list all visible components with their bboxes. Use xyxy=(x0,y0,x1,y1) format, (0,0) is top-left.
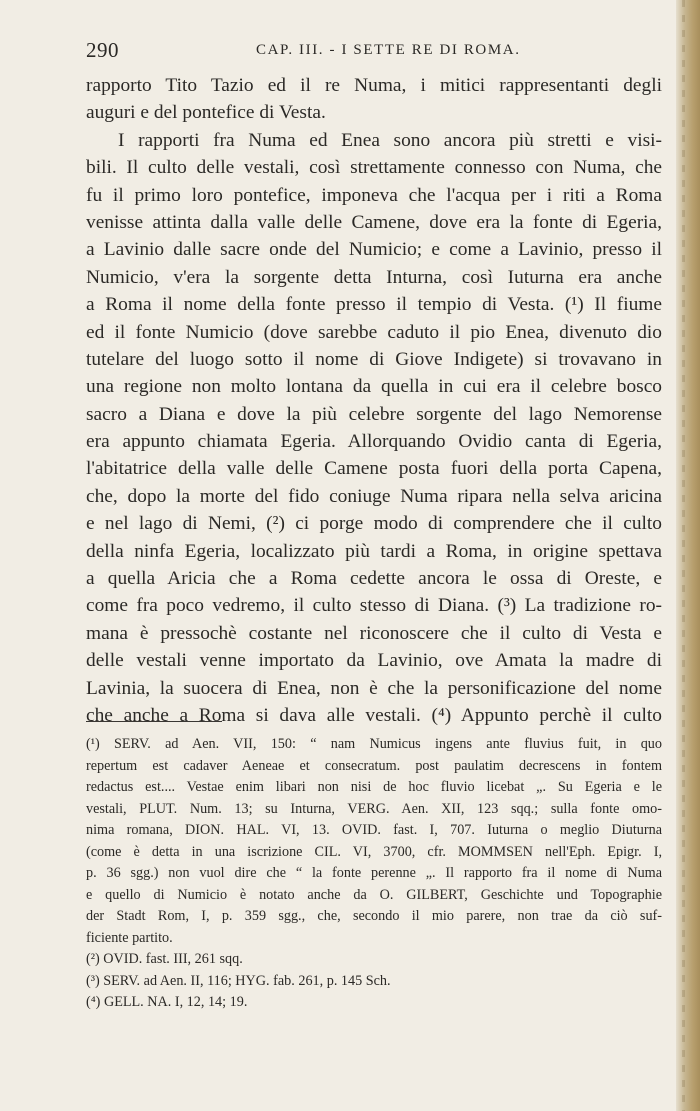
body-line: sacro a Diana e dove la più celebre sorgente del lago Nemorense xyxy=(86,403,662,425)
body-line: che anche a Roma si dava alle vestali. (⁴) Appunto perchè il culto xyxy=(86,704,662,726)
main-text xyxy=(86,72,662,729)
body-line: una regione non molto lontana da quella in cui era il celebre bosco xyxy=(86,376,662,398)
body-line: l'abitatrice della valle delle Camene posta fuori della porta Capena, xyxy=(86,458,662,480)
footnote-line: nima romana, DION. HAL. VI, 13. OVID. fast. I, 707. Iuturna o meglio Diuturna xyxy=(86,822,662,838)
footnote-line: ficiente partito. xyxy=(86,929,173,946)
body-line: I rapporti fra Numa ed Enea sono ancora più stretti e visi- xyxy=(118,129,662,151)
body-line: come fra poco vedremo, il culto stesso di Diana. (³) La tradizione ro- xyxy=(86,595,662,617)
footnote-line: (¹) SERV. ad Aen. VII, 150: “ nam Numicus ingens ante fluvius fuit, in quo xyxy=(86,736,662,752)
footnote-line: (⁴) GELL. NA. I, 12, 14; 19. xyxy=(86,994,248,1010)
body-line: tutelare del luogo sotto il nome di Giove Indigete) si trovavano in xyxy=(86,348,662,370)
body-line: a quella Aricia che a Roma cedette ancora le ossa di Oreste, e xyxy=(86,568,662,590)
footnote-line: e quello di Numicio è notato anche da O. GILBERT, Geschichte und Topographie xyxy=(86,886,662,903)
body-line: Numicio, v'era la sorgente detta Inturna, così Iuturna era anche xyxy=(86,266,662,288)
footnote-line: redactus est.... Vestae enim libari non nisi de hoc fluvio licebat „. Su Egeria e le xyxy=(86,779,662,795)
footnote-line: p. 36 sgg.) non vuol dire che “ la fonte perenne „. Il rapporto fra il nome di Numa xyxy=(86,865,662,881)
body-line: era appunto chiamata Egeria. Allorquando Ovidio canta di Egeria, xyxy=(86,431,662,453)
body-line: e nel lago di Nemi, (²) ci porge modo di comprendere che il culto xyxy=(86,513,662,535)
footnote-line: (³) SERV. ad Aen. II, 116; HYG. fab. 261, p. 145 Sch. xyxy=(86,972,391,989)
footnote-line: (²) OVID. fast. III, 261 sqq. xyxy=(86,951,243,967)
body-line: mana è pressochè costante nel riconoscere che il culto di Vesta e xyxy=(86,622,662,644)
footnote-rule xyxy=(86,721,222,722)
body-line: a Lavinio dalle sacre onde del Numicio; e come a Lavinio, presso il xyxy=(86,239,662,261)
page-edge xyxy=(676,0,700,1111)
body-line: venisse attinta dalla valle delle Camene, dove era la fonte di Egeria, xyxy=(86,211,662,233)
chapter-title: CAP. III. - I SETTE RE DI ROMA. xyxy=(256,42,521,58)
body-line: fu il primo loro pontefice, imponeva che l'acqua per i riti a Roma xyxy=(86,184,662,206)
body-line: Lavinia, la suocera di Enea, non è che la personificazione del nome xyxy=(86,677,662,699)
running-head xyxy=(86,38,662,68)
page-number: 290 xyxy=(86,38,119,62)
footnote-line: repertum est cadaver Aeneae et consecratum. post paulatim decrescens in fontem xyxy=(86,757,662,774)
body-line: rapporto Tito Tazio ed il re Numa, i mitici rappresentanti degli xyxy=(86,75,662,96)
body-line: che, dopo la morte del fido coniuge Numa ripara nella selva aricina xyxy=(86,485,662,507)
body-line: ed il fonte Numicio (dove sarebbe caduto il pio Enea, divenuto dio xyxy=(86,321,662,343)
footnote-line: der Stadt Rom, I, p. 359 sgg., che, secondo il mio parere, non trae da ciò suf- xyxy=(86,908,662,924)
footnotes xyxy=(86,734,662,1014)
body-line: della ninfa Egeria, localizzato più tardi a Roma, in origine spettava xyxy=(86,540,662,562)
footnote-line: (come è detta in una iscrizione CIL. VI, 3700, cfr. MOMMSEN nell'Eph. Epigr. I, xyxy=(86,843,662,860)
body-line: delle vestali venne importato da Lavinio, ove Amata la madre di xyxy=(86,650,662,672)
footnote-line: vestali, PLUT. Num. 13; su Inturna, VERG. Aen. XII, 123 sqq.; sulla fonte omo- xyxy=(86,800,662,817)
body-line: a Roma il nome della fonte presso il tempio di Vesta. (¹) Il fiume xyxy=(86,294,662,316)
body-line: bili. Il culto delle vestali, così strettamente connesso con Numa, che xyxy=(86,157,662,179)
body-line: auguri e del pontefice di Vesta. xyxy=(86,102,326,124)
